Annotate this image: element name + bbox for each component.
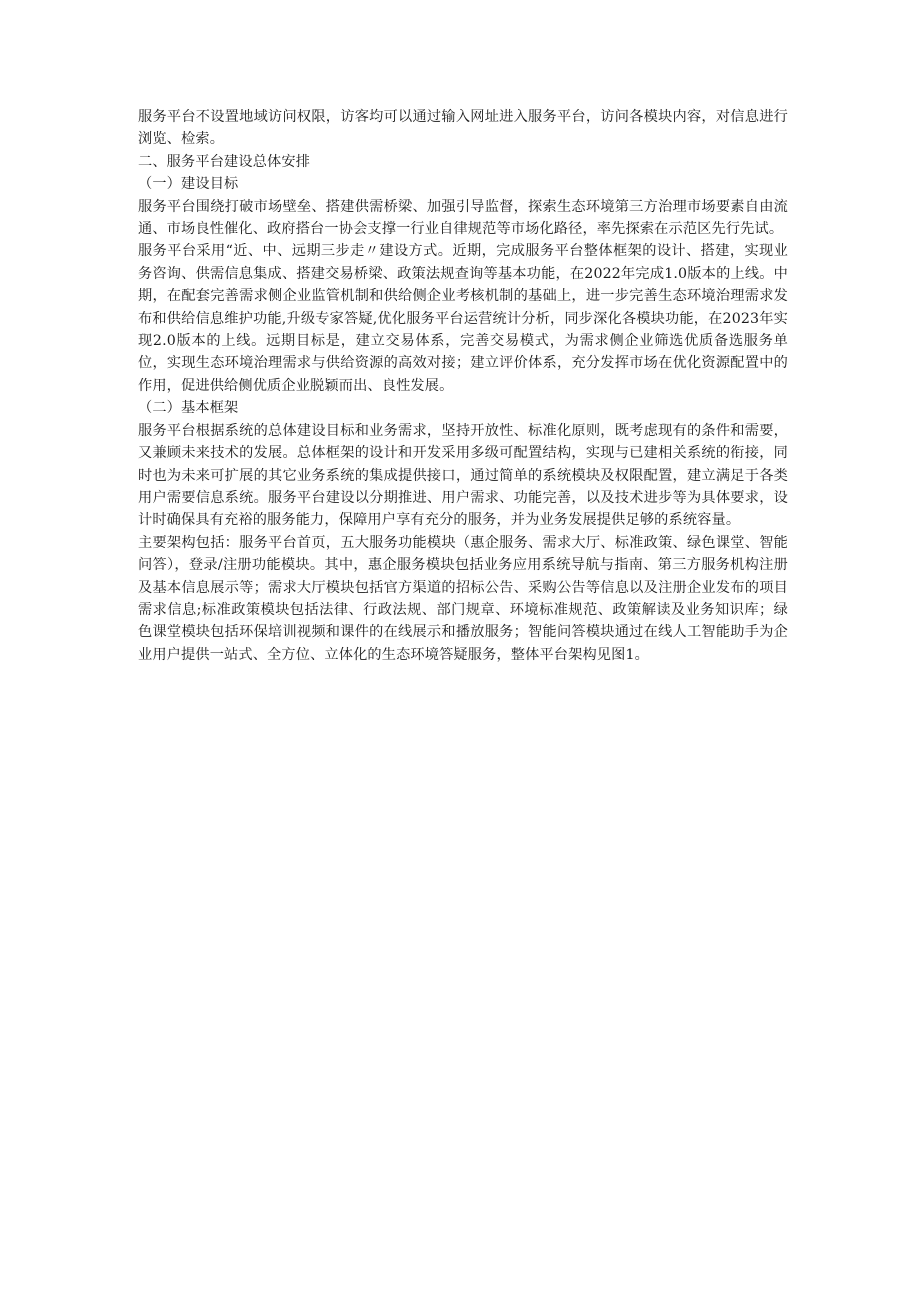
- subsection-heading-goal: （一）建设目标: [138, 176, 239, 193]
- document-body: [138, 106, 788, 666]
- paragraph-goal: 服务平台围绕打破市场壁垒、搭建供需桥梁、加强引导监督，探索生态环境第三方治理市场要素自由流通、市场良性催化、政府搭台一协会支撑一行业自律规范等市场化路径，率先探索在示范区先行先试。: [138, 198, 788, 238]
- paragraph-framework: 服务平台根据系统的总体建设目标和业务需求，坚持开放性、标准化原则，既考虑现有的条件和需要，又兼顾未来技术的发展。总体框架的设计和开发采用多级可配置结构，实现与已建相关系统的衔接，同时也为未来可扩展的其它业务系统的集成提供接口，通过简单的系统模块及权限配置，建立满足于各类用户需要信息系统。服务平台建设以分期推进、用户需求、功能完善，以及技术进步等为具体要求，设计时确保具有充裕的服务能力，保障用户享有充分的服务，并为业务发展提供足够的系统容量。: [138, 422, 788, 529]
- paragraph-access: 服务平台不设置地域访问权限，访客均可以通过输入网址进入服务平台，访问各模块内容，对信息进行浏览、检索。: [138, 109, 788, 148]
- paragraph-three-steps: 服务平台采用“近、中、远期三步走〃建设方式。近期，完成服务平台整体框架的设计、搭建，实现业务咨询、供需信息集成、搭建交易桥梁、政策法规查询等基本功能，在2022年完成1.0版本的上线。中期，在配套完善需求侧企业监管机制和供给侧企业考核机制的基础上，进一步完善生态环境治理需求发布和供给信息维护功能,升级专家答疑,优化服务平台运营统计分析，同步深化各模块功能，在2023年实现2.0版本的上线。远期目标是，建立交易体系，完善交易模式，为需求侧企业筛选优质备选服务单位，实现生态环境治理需求与供给资源的高效对接；建立评价体系，充分发挥市场在优化资源配置中的作用，促进供给侧优质企业脱颖而出、良性发展。: [138, 243, 788, 394]
- paragraph-architecture: 主要架构包括：服务平台首页，五大服务功能模块（惠企服务、需求大厅、标准政策、绿色课堂、智能问答），登录/注册功能模块。其中，惠企服务模块包括业务应用系统导航与指南、第三方服务机构注册及基本信息展示等；需求大厅模块包括官方渠道的招标公告、采购公告等信息以及注册企业发布的项目需求信息;标准政策模块包括法律、行政法规、部门规章、环境标准规范、政策解读及业务知识库；绿色课堂模块包括环保培训视频和课件的在线展示和播放服务；智能问答模块通过在线人工智能助手为企业用户提供一站式、全方位、立体化的生态环境答疑服务，整体平台架构见图1。: [138, 534, 788, 663]
- section-heading-overall-plan: 二、服务平台建设总体安排: [138, 153, 311, 170]
- subsection-heading-framework: （二）基本框架: [138, 400, 239, 417]
